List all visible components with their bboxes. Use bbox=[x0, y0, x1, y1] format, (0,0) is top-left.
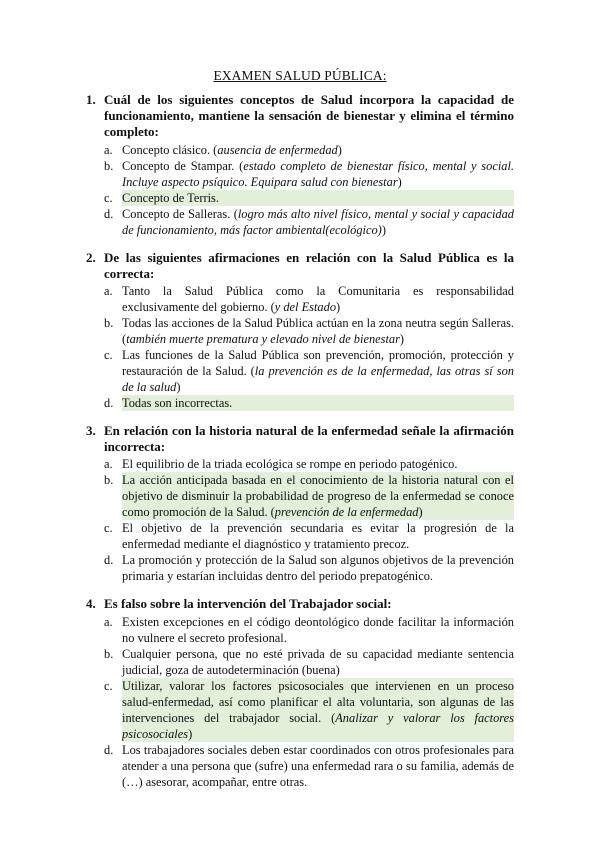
option-body bbox=[122, 190, 514, 206]
option-letter: d. bbox=[104, 396, 114, 411]
option-note: Analizar y valorar los factores psicosociales bbox=[122, 710, 514, 741]
option-note: y del Estado bbox=[274, 300, 337, 315]
answer-options bbox=[86, 614, 514, 790]
option-letter: b. bbox=[104, 473, 114, 488]
question-heading bbox=[86, 250, 514, 282]
option-text: El objetivo de la prevención secundaria es evitar la progresión de la enfermedad mediante el diagnóstico y tratamiento precoz. bbox=[122, 521, 514, 552]
option-note-close: ) bbox=[336, 300, 341, 315]
answer-option-correct bbox=[104, 678, 514, 742]
answer-option bbox=[104, 646, 514, 678]
answer-option bbox=[104, 283, 514, 315]
option-body bbox=[122, 158, 514, 190]
question-heading bbox=[86, 423, 514, 455]
answer-option bbox=[104, 552, 514, 584]
option-text: El equilibrio de la triada ecológica se rompe en periodo patogénico. bbox=[122, 457, 458, 472]
option-note-close: ) bbox=[381, 222, 386, 237]
question-list bbox=[86, 92, 514, 790]
answer-option bbox=[104, 158, 514, 190]
question-number: 3. bbox=[86, 423, 96, 439]
option-letter: d. bbox=[104, 206, 114, 221]
option-text: La acción anticipada basada en el conocimiento de la historia natural con el objetivo de disminuir la probabilidad de progreso de la enfermedad se conoce como promoción de la Salud. ( bbox=[122, 473, 514, 520]
option-note-close: ) bbox=[397, 174, 402, 189]
answer-option bbox=[104, 456, 514, 472]
question-text: Cuál de los siguientes conceptos de Salud incorpora la capacidad de funcionamiento, mantiene la sensación de bienestar y elimina el término completo: bbox=[104, 92, 514, 140]
option-text: Concepto clásico. ( bbox=[122, 142, 218, 157]
option-text: Concepto de Terris. bbox=[122, 190, 219, 205]
option-body bbox=[122, 206, 514, 238]
option-letter: a. bbox=[104, 614, 113, 629]
option-text: Los trabajadores sociales deben estar coordinados con otros profesionales para atender a una persona que (sufre) una enfermedad rara o su familia, además de (…) asesorar, acompañar, entre otras. bbox=[122, 742, 514, 789]
option-body bbox=[122, 742, 514, 790]
question-2 bbox=[86, 250, 514, 411]
answer-options bbox=[86, 283, 514, 411]
option-note-close: ) bbox=[418, 505, 423, 520]
option-text: Cualquier persona, que no esté privada de su capacidad mediante sentencia judicial, goza de autodeterminación (buena) bbox=[122, 646, 514, 677]
option-body bbox=[122, 315, 514, 347]
option-body bbox=[122, 678, 514, 742]
option-letter: c. bbox=[104, 521, 113, 536]
option-letter: c. bbox=[104, 348, 113, 363]
option-note: también muerte prematura y elevado nivel de bienestar bbox=[126, 332, 400, 347]
option-letter: a. bbox=[104, 142, 113, 157]
option-text: La promoción y protección de la Salud son algunos objetivos de la prevención primaria y estarían incluidas dentro del periodo prepatogénico. bbox=[122, 553, 514, 584]
option-letter: c. bbox=[104, 678, 113, 693]
answer-option bbox=[104, 520, 514, 552]
option-body bbox=[122, 646, 514, 678]
answer-option bbox=[104, 347, 514, 395]
question-number: 2. bbox=[86, 249, 96, 265]
option-text: Concepto de Stampar. ( bbox=[122, 158, 244, 173]
answer-option-correct bbox=[104, 190, 514, 206]
option-body bbox=[122, 614, 514, 646]
option-text: Existen excepciones en el código deontológico donde facilitar la información no vulnere el secreto profesional. bbox=[122, 614, 514, 645]
option-note: ausencia de enfermedad bbox=[217, 142, 338, 157]
option-note-close: ) bbox=[399, 332, 405, 347]
option-body bbox=[122, 283, 514, 315]
question-1 bbox=[86, 92, 514, 238]
answer-option bbox=[104, 142, 514, 158]
exam-title: EXAMEN SALUD PÚBLICA: bbox=[213, 68, 387, 83]
answer-options bbox=[86, 142, 514, 238]
question-heading bbox=[86, 92, 514, 141]
option-text: Utilizar, valorar los factores psicosociales que intervienen en un proceso salud-enfermedad, así como planificar el alta voluntaria, son algunas de las intervenciones del trabajador social. ( bbox=[122, 678, 514, 725]
option-body bbox=[122, 142, 514, 158]
option-letter: a. bbox=[104, 457, 113, 472]
option-letter: b. bbox=[104, 158, 114, 173]
option-text: Todas son incorrectas. bbox=[122, 396, 233, 411]
option-letter: c. bbox=[104, 190, 113, 205]
option-letter: b. bbox=[104, 316, 114, 331]
option-note: logro más alto nivel físico, mental y social y capacidad de funcionamiento, más factor ambiental(ecológico) bbox=[122, 206, 514, 237]
option-body bbox=[122, 347, 514, 395]
option-note: prevención de la enfermedad bbox=[274, 505, 419, 520]
option-note-close: ) bbox=[337, 142, 342, 157]
option-text: Todas las acciones de la Salud Pública actúan en la zona neutra según Salleras. ( bbox=[122, 316, 514, 347]
option-note: la prevención es de la enfermedad, las otras sí son de la salud bbox=[122, 364, 514, 395]
option-text: Las funciones de la Salud Pública son prevención, promoción, protección y restauración de la Salud. ( bbox=[122, 348, 514, 379]
option-body bbox=[122, 472, 514, 520]
option-letter: d. bbox=[104, 742, 114, 757]
answer-options bbox=[86, 456, 514, 584]
question-text: En relación con la historia natural de la enfermedad señale la afirmación incorrecta: bbox=[104, 423, 514, 455]
option-body bbox=[122, 395, 514, 411]
question-number: 1. bbox=[86, 92, 96, 107]
option-note-close: ) bbox=[176, 380, 181, 395]
option-note-close: ) bbox=[188, 726, 193, 741]
option-letter: b. bbox=[104, 646, 114, 661]
option-letter: a. bbox=[104, 284, 113, 299]
option-body bbox=[122, 520, 514, 552]
answer-option bbox=[104, 614, 514, 646]
answer-option-correct bbox=[104, 395, 514, 411]
option-text: Concepto de Salleras. ( bbox=[122, 206, 238, 221]
answer-option-correct bbox=[104, 472, 514, 520]
option-text: Tanto la Salud Pública como la Comunitaria es responsabilidad exclusivamente del gobierno. ( bbox=[122, 284, 514, 315]
option-body bbox=[122, 552, 514, 584]
question-number: 4. bbox=[86, 596, 96, 612]
question-3 bbox=[86, 423, 514, 584]
option-letter: d. bbox=[104, 553, 114, 568]
question-heading bbox=[86, 596, 514, 612]
answer-option bbox=[104, 206, 514, 238]
question-4 bbox=[86, 596, 514, 789]
question-text: De las siguientes afirmaciones en relación con la Salud Pública es la correcta: bbox=[104, 249, 514, 281]
answer-option bbox=[104, 742, 514, 790]
answer-option bbox=[104, 315, 514, 347]
question-text: Es falso sobre la intervención del Trabajador social: bbox=[104, 596, 392, 612]
option-body bbox=[122, 456, 514, 472]
option-note: estado completo de bienestar físico, mental y social. Incluye aspecto psíquico. Equipara salud con bienestar bbox=[122, 158, 514, 189]
